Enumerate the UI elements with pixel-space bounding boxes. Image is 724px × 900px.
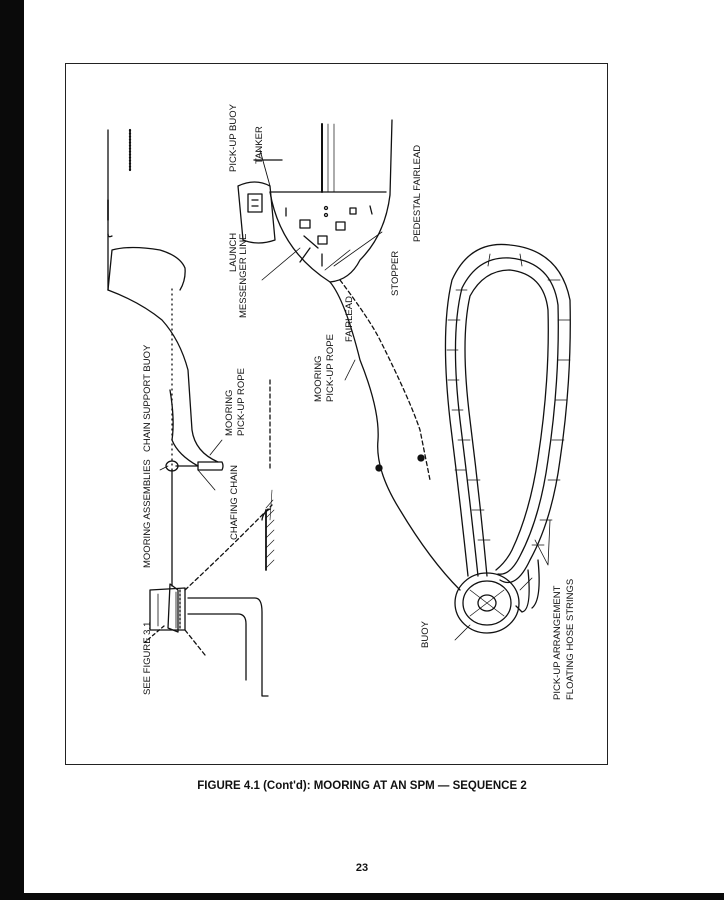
label-mooring-pickup-rope-2a: MOORING (313, 355, 324, 402)
label-chain-support-buoy: CHAIN SUPPORT BUOY (142, 344, 153, 452)
label-mooring-pickup-rope-2b: PICK-UP ROPE (325, 334, 336, 402)
label-chafing-chain: CHAFING CHAIN (229, 465, 240, 540)
label-pickup-arrangement: PICK-UP ARRANGEMENT (552, 585, 563, 700)
label-pedestal-fairlead: PEDESTAL FAIRLEAD (412, 144, 423, 242)
page-number: 23 (355, 862, 369, 874)
label-tanker: TANKER (254, 126, 265, 164)
label-mooring-assemblies: MOORING ASSEMBLIES (142, 459, 153, 568)
label-buoy: BUOY (420, 621, 431, 648)
tanker-hull (108, 130, 218, 466)
hose-segment-marks (447, 254, 570, 545)
label-fairlead: FAIRLEAD (344, 296, 355, 342)
label-see-figure: SEE FIGURE 3.1 (142, 621, 153, 695)
label-mooring-pickup-rope-1b: PICK-UP ROPE (236, 368, 247, 436)
label-messenger-line: MESSENGER LINE (238, 233, 249, 318)
label-stopper: STOPPER (390, 250, 401, 296)
label-mooring-pickup-rope-1a: MOORING (224, 389, 235, 436)
chain-support-buoy (166, 461, 223, 471)
label-floating-hose-strings: FLOATING HOSE STRINGS (565, 578, 576, 700)
label-launch: LAUNCH (228, 232, 239, 272)
figure-caption: FIGURE 4.1 (Cont'd): MOORING AT AN SPM — SEQUENCE 2 (197, 780, 527, 792)
label-pickup-buoy: PICK-UP BUOY (228, 104, 239, 172)
spm-buoy-section (145, 584, 205, 655)
floating-hose-strings (445, 244, 570, 612)
